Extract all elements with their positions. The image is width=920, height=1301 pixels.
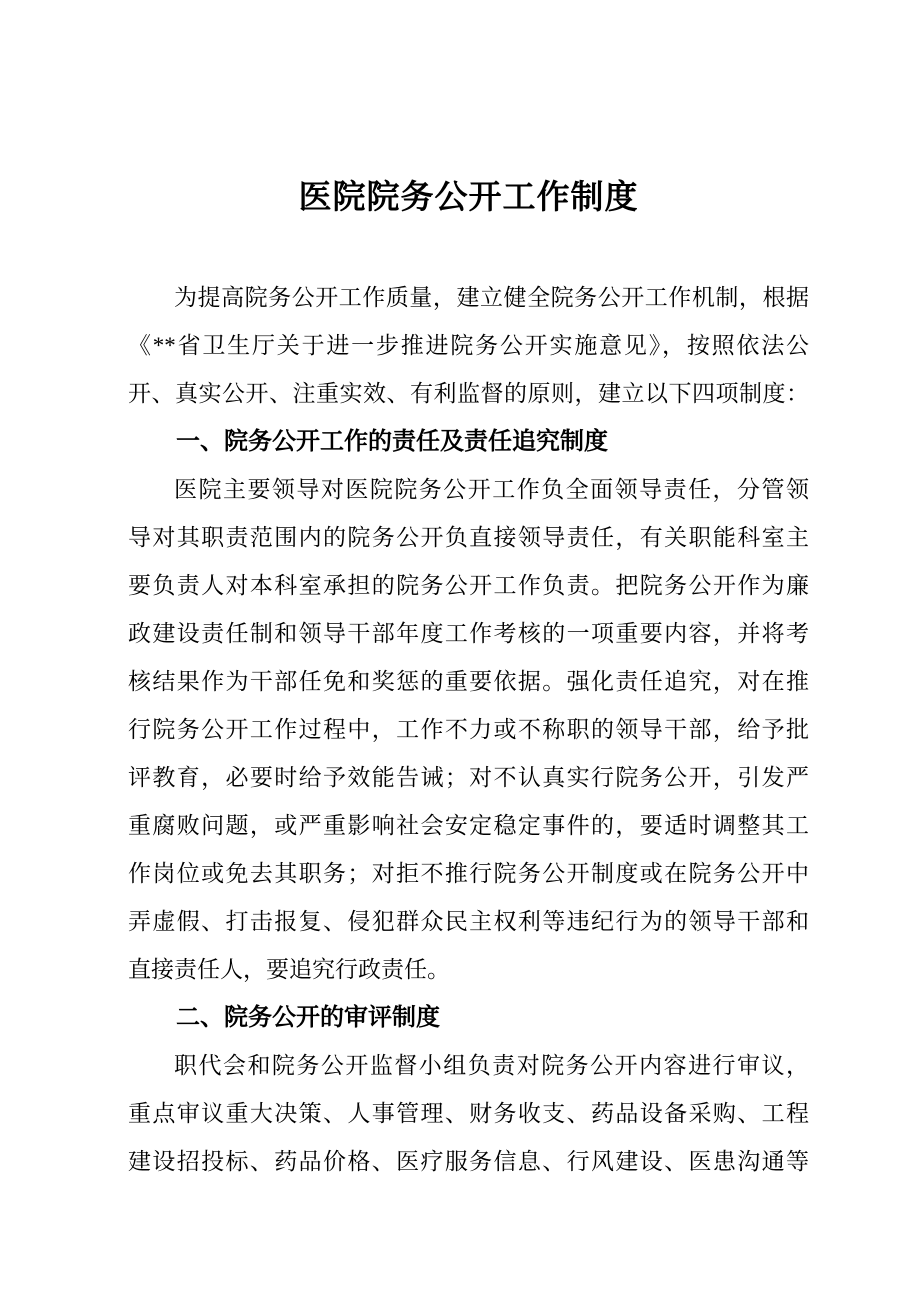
text-line: 政建设责任制和领导干部年度工作考核的一项重要内容，并将考 [128,621,809,646]
paragraph [128,1042,809,1186]
text-line: 核结果作为干部任免和奖惩的重要依据。强化责任追究，对在推 [128,669,809,694]
section-heading: 二、院务公开的审评制度 [176,1004,440,1031]
text-line: 作岗位或免去其职务；对拒不推行院务公开制度或在院务公开中 [128,861,809,886]
text-line: 重点审议重大决策、人事管理、财务收支、药品设备采购、工程 [128,1101,809,1126]
text-line: 要负责人对本科室承担的院务公开工作负责。把院务公开作为廉 [128,573,809,598]
text-line: 弄虚假、打击报复、侵犯群众民主权利等违纪行为的领导干部和 [128,909,809,934]
text-line: 重腐败问题，或严重影响社会安定稳定事件的，要适时调整其工 [128,813,809,838]
text-line: 为提高院务公开工作质量，建立健全院务公开工作机制，根据 [174,285,809,310]
text-line: 评教育，必要时给予效能告诫；对不认真实行院务公开，引发严 [128,765,809,790]
text-line: 医院主要领导对医院院务公开工作负全面领导责任，分管领 [174,477,809,502]
section-heading: 一、院务公开工作的责任及责任追究制度 [176,428,608,455]
text-line: 直接责任人，要追究行政责任。 [128,957,450,982]
text-line: 建设招投标、药品价格、医疗服务信息、行风建设、医患沟通等 [128,1149,809,1174]
document-body [128,274,809,1186]
text-line: 开、真实公开、注重实效、有利监督的原则，建立以下四项制度： [128,381,809,406]
paragraph [128,466,809,994]
text-line: 行院务公开工作过程中，工作不力或不称职的领导干部，给予批 [128,717,809,742]
text-line: 职代会和院务公开监督小组负责对院务公开内容进行审议， [174,1053,809,1078]
text-line: 《**省卫生厅关于进一步推进院务公开实施意见》，按照依法公 [128,333,809,358]
text-line: 导对其职责范围内的院务公开负直接领导责任，有关职能科室主 [128,525,809,550]
paragraph [128,274,809,418]
document-title: 医院院务公开工作制度 [298,178,639,215]
